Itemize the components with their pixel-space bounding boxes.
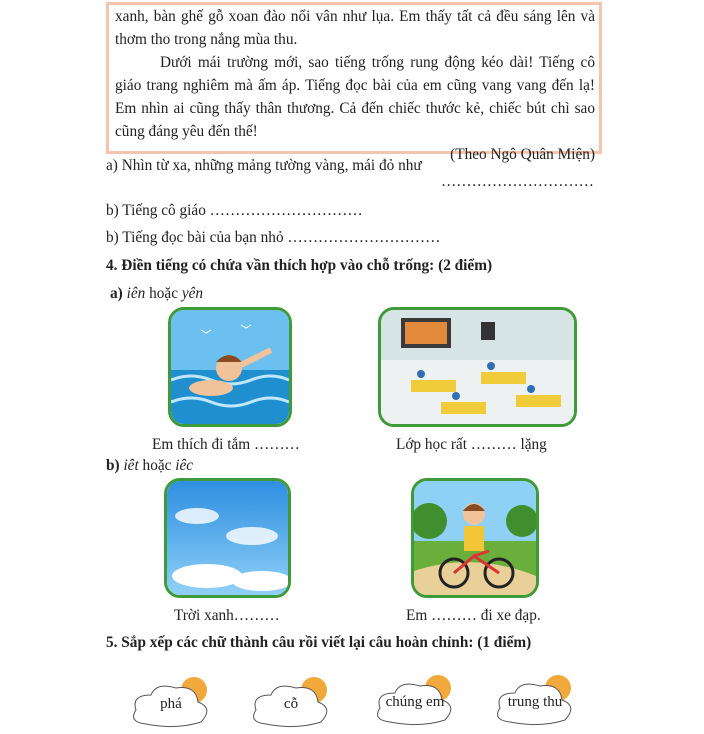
q4-b-or: hoặc: [138, 457, 176, 474]
swimming-illustration: [171, 310, 289, 424]
q4-b-opt2: iêc: [175, 457, 194, 474]
word-label: chúng em: [385, 694, 445, 710]
word-label: cỗ: [283, 696, 299, 712]
q4-a-opt1: iên: [126, 285, 146, 302]
classroom-illustration: [381, 310, 574, 424]
sky-image: [164, 478, 291, 598]
passage-paragraph: xanh, bàn ghế gỗ xoan đào nổi vân như lụa. Em thấy tất cả đều sáng lên và thơm tho trong nắng mùa thu.: [115, 8, 595, 48]
q4-a-caption-1: Em thích đi tắm ………: [152, 436, 300, 453]
word-cloud-card[interactable]: [126, 670, 216, 732]
boy-cycling-image: [411, 478, 539, 598]
word-cloud-card[interactable]: [246, 670, 336, 732]
q4-b-caption-2: Em ……… đi xe đạp.: [406, 607, 541, 624]
word-cloud-card[interactable]: [370, 668, 460, 730]
q4-a-caption-2: Lớp học rất ……… lặng: [396, 436, 547, 453]
cycling-illustration: [414, 481, 536, 595]
q4-a-label: a): [110, 285, 123, 302]
swimming-boy-image: [168, 307, 292, 427]
q4-a-opt2: yên: [181, 285, 204, 302]
q3-a-blank[interactable]: …………………………: [441, 173, 594, 190]
q3-b2: b) Tiếng đọc bài của bạn nhỏ …………………………: [106, 229, 441, 246]
word-cloud-card[interactable]: [490, 668, 580, 730]
q4-b-caption-1: Trời xanh………: [174, 607, 280, 624]
q5-title: 5. Sắp xếp các chữ thành câu rồi viết lại câu hoàn chỉnh: (1 điểm): [106, 634, 532, 651]
q4-title: 4. Điền tiếng có chứa vần thích hợp vào chỗ trống: (2 điểm): [106, 257, 493, 274]
reading-passage-box: [106, 2, 602, 163]
q3-a: a) Nhìn từ xa, những mảng tường vàng, mái đỏ như: [106, 157, 422, 174]
word-label: phá: [160, 696, 182, 712]
word-label: trung thu: [507, 694, 563, 710]
q4-a-or: hoặc: [145, 285, 182, 302]
classroom-image: [378, 307, 577, 427]
sky-illustration: [167, 481, 288, 595]
q4-b-opt1: iêt: [123, 457, 139, 474]
q4-a-heading: [110, 285, 203, 303]
passage-paragraph: Dưới mái trường mới, sao tiếng trống rung động kéo dài! Tiếng cô giáo trang nghiêm mà ấm áp. Tiếng đọc bài của em cũng vang vang đến lạ! Em nhìn ai cũng thấy thân thương. Cả đến chiếc thước kẻ, chiếc bút chì sao cũng đáng yêu đến thế!: [115, 54, 595, 140]
q3-b1: b) Tiếng cô giáo …………………………: [106, 202, 363, 219]
passage-author: (Theo Ngô Quân Miện): [450, 146, 595, 163]
q4-b-label: b): [106, 457, 120, 474]
q4-b-heading: [106, 457, 193, 475]
